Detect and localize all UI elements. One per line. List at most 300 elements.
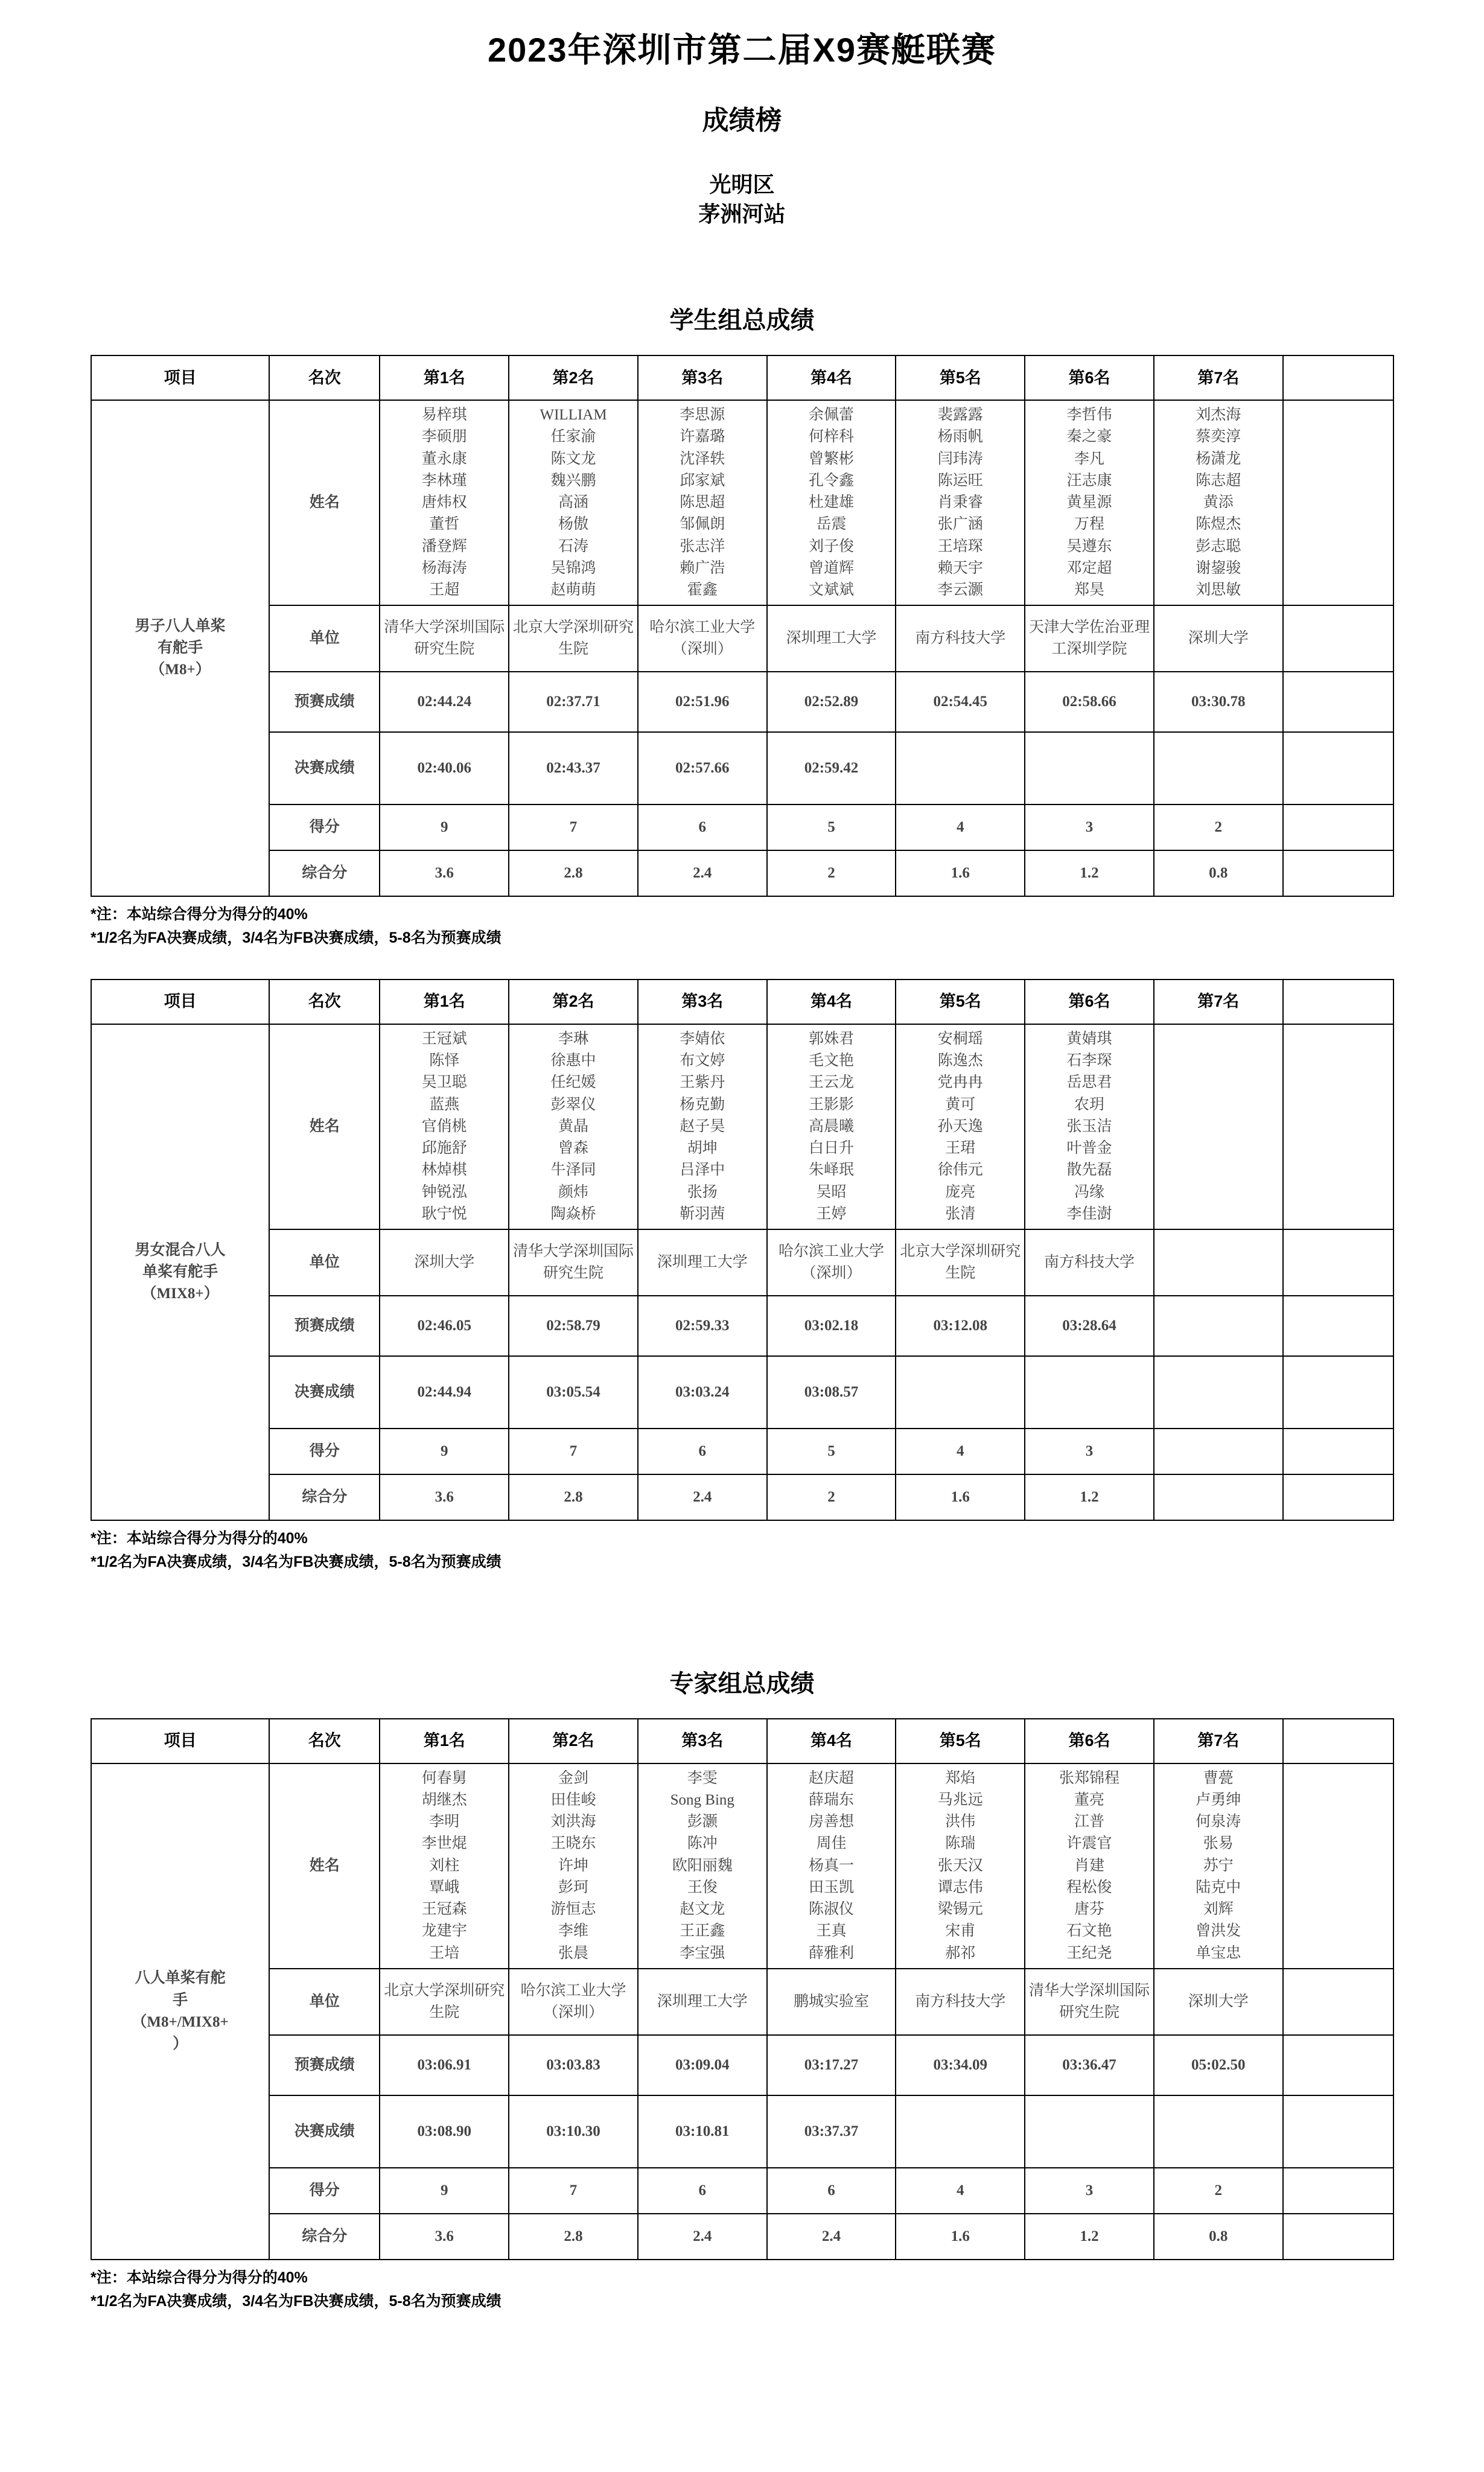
table-header-row: [91, 1719, 1393, 1763]
header-rank-7: 第7名: [1154, 1719, 1283, 1763]
athlete-name: 唐炜权: [421, 494, 467, 511]
header-event: 项目: [91, 980, 269, 1024]
cell-points-4: 6: [767, 2168, 896, 2214]
athlete-name: 黄星源: [1066, 494, 1112, 511]
header-rank-2: 第2名: [509, 980, 638, 1024]
cell-composite-1: 3.6: [380, 1474, 509, 1520]
athlete-name: 陈逸杰: [937, 1053, 983, 1069]
cell-unit-5: 南方科技大学: [896, 1969, 1025, 2035]
athlete-name: 许嘉璐: [680, 428, 725, 445]
label-final: 决赛成绩: [269, 1356, 380, 1429]
athlete-name: 王珺: [945, 1140, 976, 1157]
athlete-name: 苏宁: [1203, 1857, 1234, 1874]
athlete-name: 杜建雄: [809, 494, 855, 511]
athlete-name: 官俏桃: [421, 1118, 467, 1135]
results-table-m8plus: [91, 355, 1394, 897]
cell-points-5: 4: [896, 1429, 1025, 1474]
athlete-name: 李硕朋: [421, 428, 467, 445]
cell-final-3: 02:57.66: [638, 732, 767, 804]
cell-final-6: [1025, 1356, 1154, 1429]
athlete-name: 曾洪发: [1196, 1923, 1241, 1940]
cell-names-3: [638, 1763, 767, 1969]
cell-final-3: 03:03.24: [638, 1356, 767, 1429]
cell-final-tail: [1283, 2095, 1393, 2168]
row-composite: [91, 850, 1393, 896]
athlete-name: 李思源: [680, 407, 725, 424]
label-unit: 单位: [269, 1969, 380, 2035]
athlete-name: 陈思超: [680, 494, 725, 511]
athlete-name: 任家渝: [550, 428, 596, 445]
athlete-name: 张晨: [558, 1945, 589, 1961]
cell-prelim-6: 03:28.64: [1025, 1296, 1154, 1356]
athlete-name: 刘杰海: [1196, 407, 1241, 424]
athlete-name: 赵子昊: [680, 1118, 725, 1135]
row-unit: [91, 605, 1393, 672]
cell-points-1: 9: [380, 1429, 509, 1474]
cell-unit-4: 哈尔滨工业大学（深圳）: [767, 1229, 896, 1296]
note-line-2: *1/2名为FA决赛成绩，3/4名为FB决赛成绩，5-8名为预赛成绩: [91, 929, 502, 947]
notes-block-1: [91, 897, 1394, 950]
athlete-name: 唐芬: [1074, 1901, 1105, 1918]
cell-unit-6: 清华大学深圳国际研究生院: [1025, 1969, 1154, 2035]
row-final: [91, 1356, 1393, 1429]
cell-points-2: 7: [509, 1429, 638, 1474]
athlete-name: 李凡: [1074, 450, 1105, 467]
athlete-name: 秦之豪: [1066, 428, 1112, 445]
athlete-name: 陈怿: [429, 1053, 460, 1069]
header-rank-7: 第7名: [1154, 980, 1283, 1024]
athlete-name: 王影影: [809, 1096, 855, 1113]
athlete-name: 卢勇绅: [1196, 1791, 1241, 1808]
athlete-name: 王婷: [816, 1205, 847, 1222]
cell-final-4: 02:59.42: [767, 732, 896, 804]
header-rank-1: 第1名: [380, 980, 509, 1024]
athlete-name: 吴卫聪: [421, 1074, 467, 1091]
cell-names-2: [509, 1763, 638, 1969]
cell-names-6: [1025, 1763, 1154, 1969]
cell-unit-2: 北京大学深圳研究生院: [509, 605, 638, 672]
header-rank-6: 第6名: [1025, 1719, 1154, 1763]
cell-prelim-5: 03:12.08: [896, 1296, 1025, 1356]
athlete-name: 石涛: [558, 538, 589, 555]
athlete-name: 张玉洁: [1066, 1118, 1112, 1135]
row-names: [91, 1763, 1393, 1969]
cell-names-7: [1154, 400, 1283, 605]
athlete-name: 曹甍: [1203, 1770, 1234, 1786]
athlete-name: 洪伟: [945, 1814, 976, 1830]
cell-prelim-4: 03:17.27: [767, 2035, 896, 2095]
athlete-name: 谭志伟: [937, 1879, 983, 1896]
cell-prelim-5: 03:34.09: [896, 2035, 1025, 2095]
cell-points-3: 6: [638, 1429, 767, 1474]
athlete-name: 岳思君: [1066, 1074, 1112, 1091]
athlete-name: 郑焰: [945, 1770, 976, 1786]
cell-prelim-3: 02:59.33: [638, 1296, 767, 1356]
athlete-name: 王培琛: [937, 538, 983, 555]
row-points: [91, 1429, 1393, 1474]
cell-prelim-1: 02:44.24: [380, 672, 509, 732]
athlete-name: 赵文龙: [680, 1901, 725, 1918]
athlete-name: 张志洋: [680, 538, 725, 555]
cell-final-3: 03:10.81: [638, 2095, 767, 2168]
cell-unit-1: 北京大学深圳研究生院: [380, 1969, 509, 2035]
athlete-name: 潘登辉: [421, 538, 467, 555]
athlete-name: 郑昊: [1074, 582, 1105, 599]
cell-points-1: 9: [380, 2168, 509, 2214]
cell-final-5: [896, 732, 1025, 804]
athlete-name: Song Bing: [670, 1791, 734, 1808]
athlete-name: 蓝燕: [429, 1096, 460, 1113]
athlete-name: 陈煜杰: [1196, 516, 1241, 533]
athlete-name: 邱家斌: [680, 472, 725, 489]
athlete-name: 董亮: [1074, 1791, 1105, 1808]
header-rank-6: 第6名: [1025, 980, 1154, 1024]
cell-prelim-2: 03:03.83: [509, 2035, 638, 2095]
row-prelim: [91, 672, 1393, 732]
row-final: [91, 732, 1393, 804]
cell-points-4: 5: [767, 804, 896, 850]
athlete-name: 杨克勤: [680, 1096, 725, 1113]
cell-final-7: [1154, 2095, 1283, 2168]
cell-final-2: 02:43.37: [509, 732, 638, 804]
athlete-name: 赖天宇: [937, 559, 983, 576]
athlete-name: 李雯: [687, 1770, 718, 1786]
athlete-name: 程松俊: [1066, 1879, 1112, 1896]
athlete-name: 林焯棋: [421, 1162, 467, 1179]
cell-composite-7: 0.8: [1154, 850, 1283, 896]
cell-prelim-5: 02:54.45: [896, 672, 1025, 732]
cell-prelim-3: 03:09.04: [638, 2035, 767, 2095]
athlete-name: 周佳: [816, 1835, 847, 1852]
cell-prelim-tail: [1283, 2035, 1393, 2095]
athlete-name: 王冠森: [421, 1901, 467, 1918]
cell-prelim-6: 03:36.47: [1025, 2035, 1154, 2095]
cell-points-6: 3: [1025, 1429, 1154, 1474]
row-unit: [91, 1229, 1393, 1296]
header-rank-1: 第1名: [380, 355, 509, 400]
athlete-name: 石李琛: [1066, 1053, 1112, 1069]
event-label: 男女混合八人 单桨有舵手 （MIX8+）: [91, 1024, 269, 1520]
athlete-name: 梁锡元: [937, 1901, 983, 1918]
athlete-name: 蔡奕淳: [1196, 428, 1241, 445]
athlete-name: 叶普金: [1066, 1140, 1112, 1157]
athlete-name: 陈瑞: [945, 1835, 976, 1852]
athlete-name: 陆克中: [1196, 1879, 1241, 1896]
cell-prelim-tail: [1283, 672, 1393, 732]
row-names: [91, 400, 1393, 605]
athlete-name: 李明: [429, 1814, 460, 1830]
cell-composite-7: [1154, 1474, 1283, 1520]
athlete-name: 朱峄珉: [809, 1162, 855, 1179]
athlete-name: 张广涵: [937, 516, 983, 533]
athlete-name: 任纪媛: [550, 1074, 596, 1091]
cell-final-7: [1154, 1356, 1283, 1429]
cell-final-1: 02:40.06: [380, 732, 509, 804]
athlete-name: 李林瑾: [421, 472, 467, 489]
cell-unit-3: 深圳理工大学: [638, 1969, 767, 2035]
athlete-name: 孔令鑫: [809, 472, 855, 489]
athlete-name: 胡坤: [687, 1140, 718, 1157]
cell-names-5: [896, 1024, 1025, 1229]
cell-prelim-3: 02:51.96: [638, 672, 767, 732]
cell-final-6: [1025, 2095, 1154, 2168]
header-rank-5: 第5名: [896, 980, 1025, 1024]
athlete-name: 张扬: [687, 1183, 718, 1200]
cell-final-4: 03:37.37: [767, 2095, 896, 2168]
cell-final-5: [896, 2095, 1025, 2168]
event-label: 男子八人单桨 有舵手 （M8+）: [91, 400, 269, 896]
header-rank-3: 第3名: [638, 1719, 767, 1763]
cell-names-2: [509, 400, 638, 605]
label-points: 得分: [269, 1429, 380, 1474]
cell-points-6: 3: [1025, 2168, 1154, 2214]
athlete-name: 吴遵东: [1066, 538, 1112, 555]
cell-composite-2: 2.8: [509, 850, 638, 896]
cell-names-1: [380, 1024, 509, 1229]
athlete-name: 邹佩朗: [680, 516, 725, 533]
athlete-name: 陈志超: [1196, 472, 1241, 489]
cell-prelim-7: [1154, 1296, 1283, 1356]
note-line-1: *注：本站综合得分为得分的40%: [91, 1530, 308, 1547]
label-points: 得分: [269, 804, 380, 850]
cell-composite-1: 3.6: [380, 2214, 509, 2260]
athlete-name: 张易: [1203, 1835, 1234, 1852]
athlete-name: 单宝忠: [1196, 1945, 1241, 1961]
cell-composite-6: 1.2: [1025, 1474, 1154, 1520]
cell-final-1: 02:44.94: [380, 1356, 509, 1429]
cell-points-3: 6: [638, 804, 767, 850]
cell-unit-3: 哈尔滨工业大学（深圳）: [638, 605, 767, 672]
cell-final-7: [1154, 732, 1283, 804]
header-rank-4: 第4名: [767, 980, 896, 1024]
cell-unit-tail: [1283, 1969, 1393, 2035]
athlete-name: 郭姝君: [809, 1030, 855, 1047]
athlete-name: 刘思敏: [1196, 582, 1241, 599]
athlete-name: 易梓琪: [421, 407, 467, 424]
cell-composite-6: 1.2: [1025, 2214, 1154, 2260]
header-rank-5: 第5名: [896, 355, 1025, 400]
cell-names-3: [638, 1024, 767, 1229]
cell-names-6: [1025, 400, 1154, 605]
cell-final-5: [896, 1356, 1025, 1429]
cell-unit-7: [1154, 1229, 1283, 1296]
row-prelim: [91, 1296, 1393, 1356]
athlete-name: 余佩蕾: [809, 407, 855, 424]
cell-points-tail: [1283, 2168, 1393, 2214]
athlete-name: 王晓东: [550, 1835, 596, 1852]
cell-unit-7: 深圳大学: [1154, 605, 1283, 672]
cell-composite-7: 0.8: [1154, 2214, 1283, 2260]
cell-composite-4: 2: [767, 850, 896, 896]
label-name: 姓名: [269, 1024, 380, 1229]
label-composite: 综合分: [269, 2214, 380, 2260]
athlete-name: 李云灏: [937, 582, 983, 599]
athlete-name: 高晨曦: [809, 1118, 855, 1135]
cell-unit-5: 南方科技大学: [896, 605, 1025, 672]
athlete-name: 万程: [1074, 516, 1105, 533]
athlete-name: 徐伟元: [937, 1162, 983, 1179]
cell-names-tail: [1283, 400, 1393, 605]
venue-station: 茅洲河站: [698, 201, 786, 226]
athlete-name: 杨雨帆: [937, 428, 983, 445]
cell-final-2: 03:05.54: [509, 1356, 638, 1429]
athlete-name: 陈冲: [687, 1835, 718, 1852]
cell-points-5: 4: [896, 2168, 1025, 2214]
cell-points-7: 2: [1154, 2168, 1283, 2214]
athlete-name: 王培: [429, 1945, 460, 1961]
athlete-name: 王紫丹: [680, 1074, 725, 1091]
cell-prelim-7: 05:02.50: [1154, 2035, 1283, 2095]
label-prelim: 预赛成绩: [269, 2035, 380, 2095]
cell-points-1: 9: [380, 804, 509, 850]
label-unit: 单位: [269, 1229, 380, 1296]
athlete-name: 吴锦鸿: [550, 559, 596, 576]
cell-unit-1: 清华大学深圳国际研究生院: [380, 605, 509, 672]
cell-composite-1: 3.6: [380, 850, 509, 896]
cell-names-4: [767, 1763, 896, 1969]
athlete-name: 董哲: [429, 516, 460, 533]
cell-composite-5: 1.6: [896, 850, 1025, 896]
athlete-name: 王超: [429, 582, 460, 599]
athlete-name: 杨潇龙: [1196, 450, 1241, 467]
cell-points-3: 6: [638, 2168, 767, 2214]
athlete-name: 赵萌萌: [550, 582, 596, 599]
athlete-name: 赵庆超: [809, 1770, 855, 1786]
athlete-name: 沈泽轶: [680, 450, 725, 467]
athlete-name: 安桐瑶: [937, 1030, 983, 1047]
athlete-name: 张郑锦程: [1059, 1770, 1120, 1786]
cell-unit-4: 深圳理工大学: [767, 605, 896, 672]
cell-names-4: [767, 1024, 896, 1229]
athlete-name: 布文婷: [680, 1053, 725, 1069]
cell-names-5: [896, 400, 1025, 605]
athlete-name: 刘辉: [1203, 1901, 1234, 1918]
label-name: 姓名: [269, 400, 380, 605]
note-line-1: *注：本站综合得分为得分的40%: [91, 2269, 308, 2286]
cell-prelim-2: 02:37.71: [509, 672, 638, 732]
athlete-name: 闫玮涛: [937, 450, 983, 467]
cell-names-1: [380, 1763, 509, 1969]
cell-composite-5: 1.6: [896, 2214, 1025, 2260]
note-line-1: *注：本站综合得分为得分的40%: [91, 906, 308, 923]
athlete-name: 岳震: [816, 516, 847, 533]
athlete-name: 黄可: [945, 1096, 976, 1113]
header-rank: 名次: [269, 1719, 380, 1763]
athlete-name: 杨真一: [809, 1857, 855, 1874]
athlete-name: 李宝强: [680, 1945, 725, 1961]
cell-final-tail: [1283, 1356, 1393, 1429]
athlete-name: 杨傲: [558, 516, 589, 533]
athlete-name: 何梓科: [809, 428, 855, 445]
athlete-name: WILLIAM: [540, 407, 607, 424]
cell-composite-tail: [1283, 2214, 1393, 2260]
row-composite: [91, 2214, 1393, 2260]
athlete-name: 邱施舒: [421, 1140, 467, 1157]
athlete-name: 刘子俊: [809, 538, 855, 555]
section-title-student: 学生组总成绩: [669, 307, 815, 334]
athlete-name: 王正鑫: [680, 1923, 725, 1940]
athlete-name: 金剑: [558, 1770, 589, 1786]
cell-composite-4: 2: [767, 1474, 896, 1520]
cell-composite-3: 2.4: [638, 850, 767, 896]
cell-composite-2: 2.8: [509, 1474, 638, 1520]
athlete-name: 薛雅利: [809, 1945, 855, 1961]
cell-names-7: [1154, 1763, 1283, 1969]
event-label: 八人单桨有舵 手 （M8+/MIX8+ ）: [91, 1763, 269, 2260]
athlete-name: 房善想: [809, 1814, 855, 1830]
cell-points-5: 4: [896, 804, 1025, 850]
athlete-name: 田玉凯: [809, 1879, 855, 1896]
cell-names-tail: [1283, 1763, 1393, 1969]
cell-unit-5: 北京大学深圳研究生院: [896, 1229, 1025, 1296]
athlete-name: 肖秉睿: [937, 494, 983, 511]
athlete-name: 田佳峻: [550, 1791, 596, 1808]
cell-prelim-1: 03:06.91: [380, 2035, 509, 2095]
venue-district: 光明区: [709, 171, 775, 197]
athlete-name: 吴昭: [816, 1183, 847, 1200]
row-unit: [91, 1969, 1393, 2035]
label-composite: 综合分: [269, 1474, 380, 1520]
athlete-name: 彭翠仪: [550, 1096, 596, 1113]
note-line-2: *1/2名为FA决赛成绩，3/4名为FB决赛成绩，5-8名为预赛成绩: [91, 1553, 502, 1570]
header-event: 项目: [91, 355, 269, 400]
cell-prelim-tail: [1283, 1296, 1393, 1356]
cell-points-2: 7: [509, 804, 638, 850]
cell-unit-7: 深圳大学: [1154, 1969, 1283, 2035]
cell-points-tail: [1283, 1429, 1393, 1474]
athlete-name: 刘柱: [429, 1857, 460, 1874]
athlete-name: 黄婧琪: [1066, 1030, 1112, 1047]
notes-block-2: [91, 1521, 1394, 1574]
athlete-name: 颜炜: [558, 1183, 589, 1200]
athlete-name: 彭珂: [558, 1879, 589, 1896]
athlete-name: 李琳: [558, 1030, 589, 1047]
header-rank-3: 第3名: [638, 355, 767, 400]
athlete-name: 徐惠中: [550, 1053, 596, 1069]
cell-prelim-4: 03:02.18: [767, 1296, 896, 1356]
athlete-name: 石文艳: [1066, 1923, 1112, 1940]
athlete-name: 王真: [816, 1923, 847, 1940]
label-points: 得分: [269, 2168, 380, 2214]
header-event: 项目: [91, 1719, 269, 1763]
athlete-name: 耿宁悦: [421, 1205, 467, 1222]
athlete-name: 杨海涛: [421, 559, 467, 576]
athlete-name: 张清: [945, 1205, 976, 1222]
results-table-mix8plus: [91, 979, 1394, 1521]
cell-points-tail: [1283, 804, 1393, 850]
athlete-name: 欧阳丽魏: [672, 1857, 733, 1874]
athlete-name: 白日升: [809, 1140, 855, 1157]
header-rank-5: 第5名: [896, 1719, 1025, 1763]
athlete-name: 覃峨: [429, 1879, 460, 1896]
results-table-expert8: [91, 1718, 1394, 2260]
athlete-name: 彭志聪: [1196, 538, 1241, 555]
header-rank-1: 第1名: [380, 1719, 509, 1763]
cell-unit-3: 深圳理工大学: [638, 1229, 767, 1296]
page-title: 2023年深圳市第二届X9赛艇联赛: [487, 31, 997, 69]
cell-final-6: [1025, 732, 1154, 804]
athlete-name: 刘洪海: [550, 1814, 596, 1830]
athlete-name: 李世焜: [421, 1835, 467, 1852]
athlete-name: 何春舅: [421, 1770, 467, 1786]
athlete-name: 牛泽同: [550, 1162, 596, 1179]
page-subtitle: 成绩榜: [702, 105, 782, 135]
athlete-name: 宋甫: [945, 1923, 976, 1940]
cell-names-4: [767, 400, 896, 605]
cell-final-1: 03:08.90: [380, 2095, 509, 2168]
athlete-name: 马兆远: [937, 1791, 983, 1808]
cell-unit-tail: [1283, 605, 1393, 672]
